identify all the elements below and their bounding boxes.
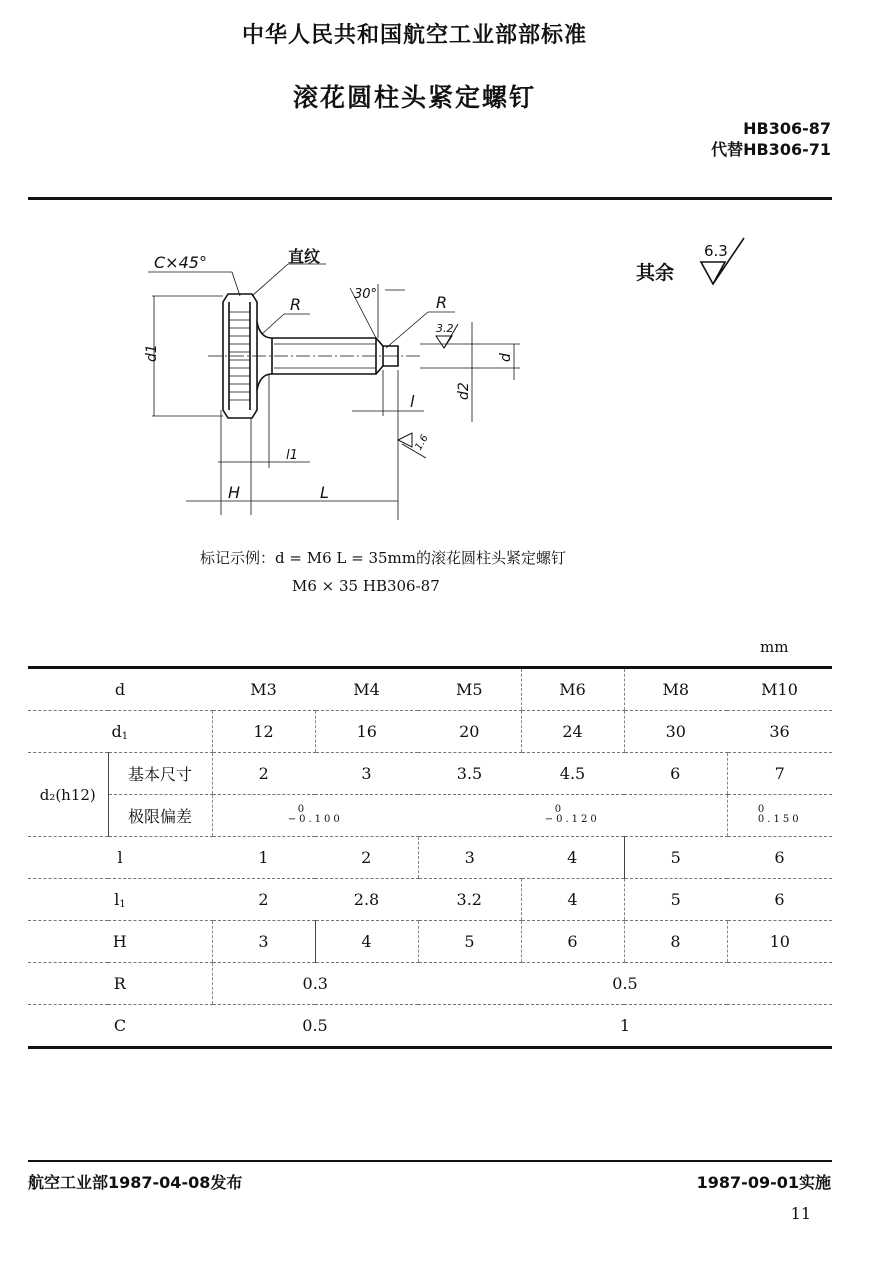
sub-row-label: 极限偏差 [108,795,212,837]
value-cell: 4 [521,879,624,921]
table-row-H [28,921,832,963]
table-row-l [28,837,832,879]
value-cell: 16 [315,711,418,753]
example-line-2: M6 × 35 HB306-87 [292,577,440,595]
size-cell: M4 [315,668,418,711]
value-cell: 3.5 [418,753,521,795]
radius-head-label: R [290,295,302,314]
value-cell: 2 [315,837,418,879]
row-label: H [28,921,212,963]
value-cell: 12 [212,711,315,753]
footer-divider [28,1160,832,1162]
size-cell: M5 [418,668,521,711]
effective-date: 1987-09-01实施 [696,1173,831,1192]
row-label: d [28,668,212,711]
H-label: H [228,483,241,502]
roughness-other-value: 6.3 [704,242,728,260]
general-roughness-note [630,232,760,302]
marking-example [200,544,566,600]
tolerance-cell: 0 −0.100 [212,795,418,837]
value-cell: 24 [521,711,624,753]
value-cell: 7 [727,753,832,795]
angle-label: 30° [354,287,378,302]
radius-tip-label: R [436,293,448,312]
d-label: d [498,353,514,362]
issue-date: 航空工业部1987-04-08发布 [28,1173,243,1192]
example-line-1: 标记示例：d = M6 L = 35mm的滚花圆柱头紧定螺钉 [200,549,566,567]
value-cell: 0.5 [418,963,832,1005]
table-row-d [28,668,832,711]
l-label: l [410,392,415,411]
value-cell: 3 [212,921,315,963]
value-cell: 36 [727,711,832,753]
value-cell: 3 [315,753,418,795]
table-row-C [28,1005,832,1048]
table-row-l1 [28,879,832,921]
value-cell: 20 [418,711,521,753]
value-cell: 30 [624,711,727,753]
knurl-label: 直纹 [288,247,321,266]
size-cell: M6 [521,668,624,711]
header-divider [28,197,832,200]
roughness-other-label: 其余 [636,262,675,284]
row-label: R [28,963,212,1005]
value-cell: 2.8 [315,879,418,921]
value-cell: 10 [727,921,832,963]
value-cell: 3 [418,837,521,879]
chamfer-label: C×45° [154,253,207,272]
value-cell: 4.5 [521,753,624,795]
size-cell: M10 [727,668,832,711]
d1-label: d1 [144,344,160,362]
value-cell: 5 [418,921,521,963]
value-cell: 1 [418,1005,832,1048]
screw-technical-drawing [140,240,540,520]
value-cell: 3.2 [418,879,521,921]
row-label: $l_1$ [28,879,212,921]
value-cell: 4 [315,921,418,963]
document-title: 滚花圆柱头紧定螺钉 [292,83,536,112]
value-cell: 0.3 [212,963,418,1005]
table-row-R [28,963,832,1005]
value-cell: 5 [624,879,727,921]
value-cell: 6 [727,837,832,879]
table-row-d1 [28,711,832,753]
standard-number-block [711,118,831,160]
table-row-d2-tolerance [28,795,832,837]
value-cell: 8 [624,921,727,963]
dimension-table [28,666,832,1049]
value-cell: 5 [624,837,727,879]
tolerance-cell: 0 −0.120 [418,795,727,837]
size-cell: M3 [212,668,315,711]
value-cell: 4 [521,837,624,879]
unit-label: mm [760,638,789,656]
value-cell: 6 [521,921,624,963]
l1-label: l1 [286,448,298,463]
value-cell: 2 [212,753,315,795]
table-row-d2-basic [28,753,832,795]
row-label: C [28,1005,212,1048]
value-cell: 0.5 [212,1005,418,1048]
replaces-standard: 代替HB306-71 [711,140,831,159]
L-label: L [320,483,329,502]
page-number: 11 [790,1204,811,1223]
value-cell: 6 [624,753,727,795]
size-cell: M8 [624,668,727,711]
roughness-symbol-icon [698,232,758,292]
value-cell: 6 [727,879,832,921]
organization-title: 中华人民共和国航空工业部部标准 [241,23,587,48]
roughness-tip-value: 3.2 [436,322,454,335]
row-label: d₂(h12) [28,753,108,837]
roughness-end-value: 1.6 [413,432,431,453]
standard-number: HB306-87 [743,119,831,138]
d2-label: d2 [456,382,472,400]
tolerance-cell: 0 0.150 [727,795,832,837]
value-cell: 2 [212,879,315,921]
value-cell: 1 [212,837,315,879]
row-label: l [28,837,212,879]
row-label: $d_1$ [28,711,212,753]
sub-row-label: 基本尺寸 [108,753,212,795]
